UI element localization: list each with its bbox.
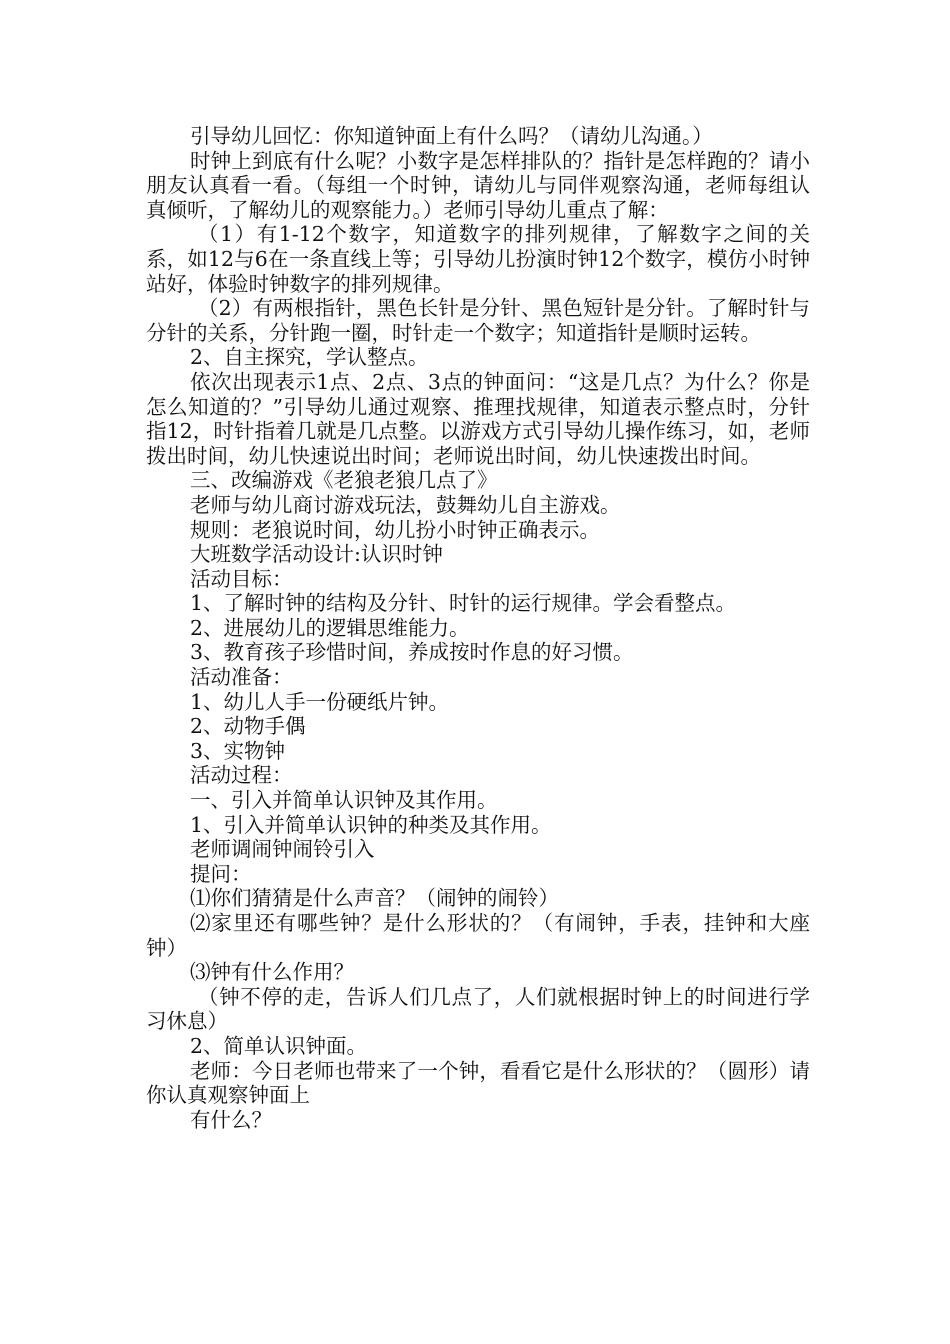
paragraph: （1）有1-12个数字，知道数字的排列规律，了解数字之间的关系，如12与6在一条直线上等；引导幼儿扮演时钟12个数字，模仿小时钟站好，体验时钟数字的排列规律。 [146, 222, 810, 296]
paragraph: 三、改编游戏《老狼老狼几点了》 [190, 468, 498, 493]
paragraph: 一、引入并简单认识钟及其作用。 [190, 788, 498, 813]
paragraph: 大班数学活动设计:认识时钟 [190, 542, 443, 567]
paragraph: 活动过程： [190, 763, 293, 788]
paragraph: ⑶钟有什么作用？ [190, 960, 354, 985]
paragraph: 1、引入并简单认识钟的种类及其作用。 [190, 812, 552, 837]
paragraph: （2）有两根指针，黑色长针是分针、黑色短针是分针。了解时针与分针的关系，分针跑一圈，时针走一个数字；知道指针是顺时运转。 [146, 296, 810, 345]
paragraph: 活动准备： [190, 665, 293, 690]
paragraph: 2、自主探究，学认整点。 [190, 345, 429, 370]
paragraph: （钟不停的走，告诉人们几点了，人们就根据时钟上的时间进行学习休息） [146, 984, 810, 1034]
paragraph: 依次出现表示1点、2点、3点的钟面问：“这是几点？为什么？你是怎么知道的？”引导幼儿通过观察、推理找规律，知道表示整点时，分针指12，时针指着几就是几点整。以游戏方式引导幼儿操作练习，如，老师拨出时间，幼儿快速说出时间；老师说出时间，幼儿快速拨出时间。 [146, 369, 810, 468]
paragraph: 老师：今日老师也带来了一个钟，看看它是什么形状的？（圆形）请你认真观察钟面上 [146, 1058, 810, 1108]
paragraph: 1、幼儿人手一份硬纸片钟。 [190, 689, 450, 714]
paragraph: 时钟上到底有什么呢？小数字是怎样排队的？指针是怎样跑的？请小朋友认真看一看。（每组一个时钟，请幼儿与同伴观察沟通，老师每组认真倾听，了解幼儿的观察能力。）老师引导幼儿重点了解： [146, 148, 810, 222]
paragraph: 2、动物手偶 [190, 714, 306, 739]
paragraph: 1、了解时钟的结构及分针、时针的运行规律。学会看整点。 [190, 591, 737, 616]
paragraph: 提问： [190, 861, 252, 886]
paragraph: 老师调闹钟闹铃引入 [190, 837, 375, 862]
paragraph: 引导幼儿回忆：你知道钟面上有什么吗？（请幼儿沟通。） [190, 124, 713, 148]
paragraph: 活动目标： [190, 566, 293, 591]
paragraph: 2、简单认识钟面。 [190, 1033, 368, 1058]
paragraph: 2、进展幼儿的逻辑思维能力。 [190, 615, 470, 640]
paragraph: 3、教育孩子珍惜时间，养成按时作息的好习惯。 [190, 640, 634, 665]
paragraph: 老师与幼儿商讨游戏玩法，鼓舞幼儿自主游戏。 [190, 492, 621, 517]
paragraph: ⑴你们猜猜是什么声音？（闹钟的闹铃） [190, 886, 559, 911]
paragraph: 有什么？ [190, 1107, 272, 1132]
paragraph: ⑵家里还有哪些钟？是什么形状的？（有闹钟，手表，挂钟和大座钟） [146, 911, 810, 960]
paragraph: 规则：老狼说时间，幼儿扮小时钟正确表示。 [190, 517, 600, 542]
paragraph: 3、实物钟 [190, 738, 286, 763]
document-body [146, 124, 810, 1132]
